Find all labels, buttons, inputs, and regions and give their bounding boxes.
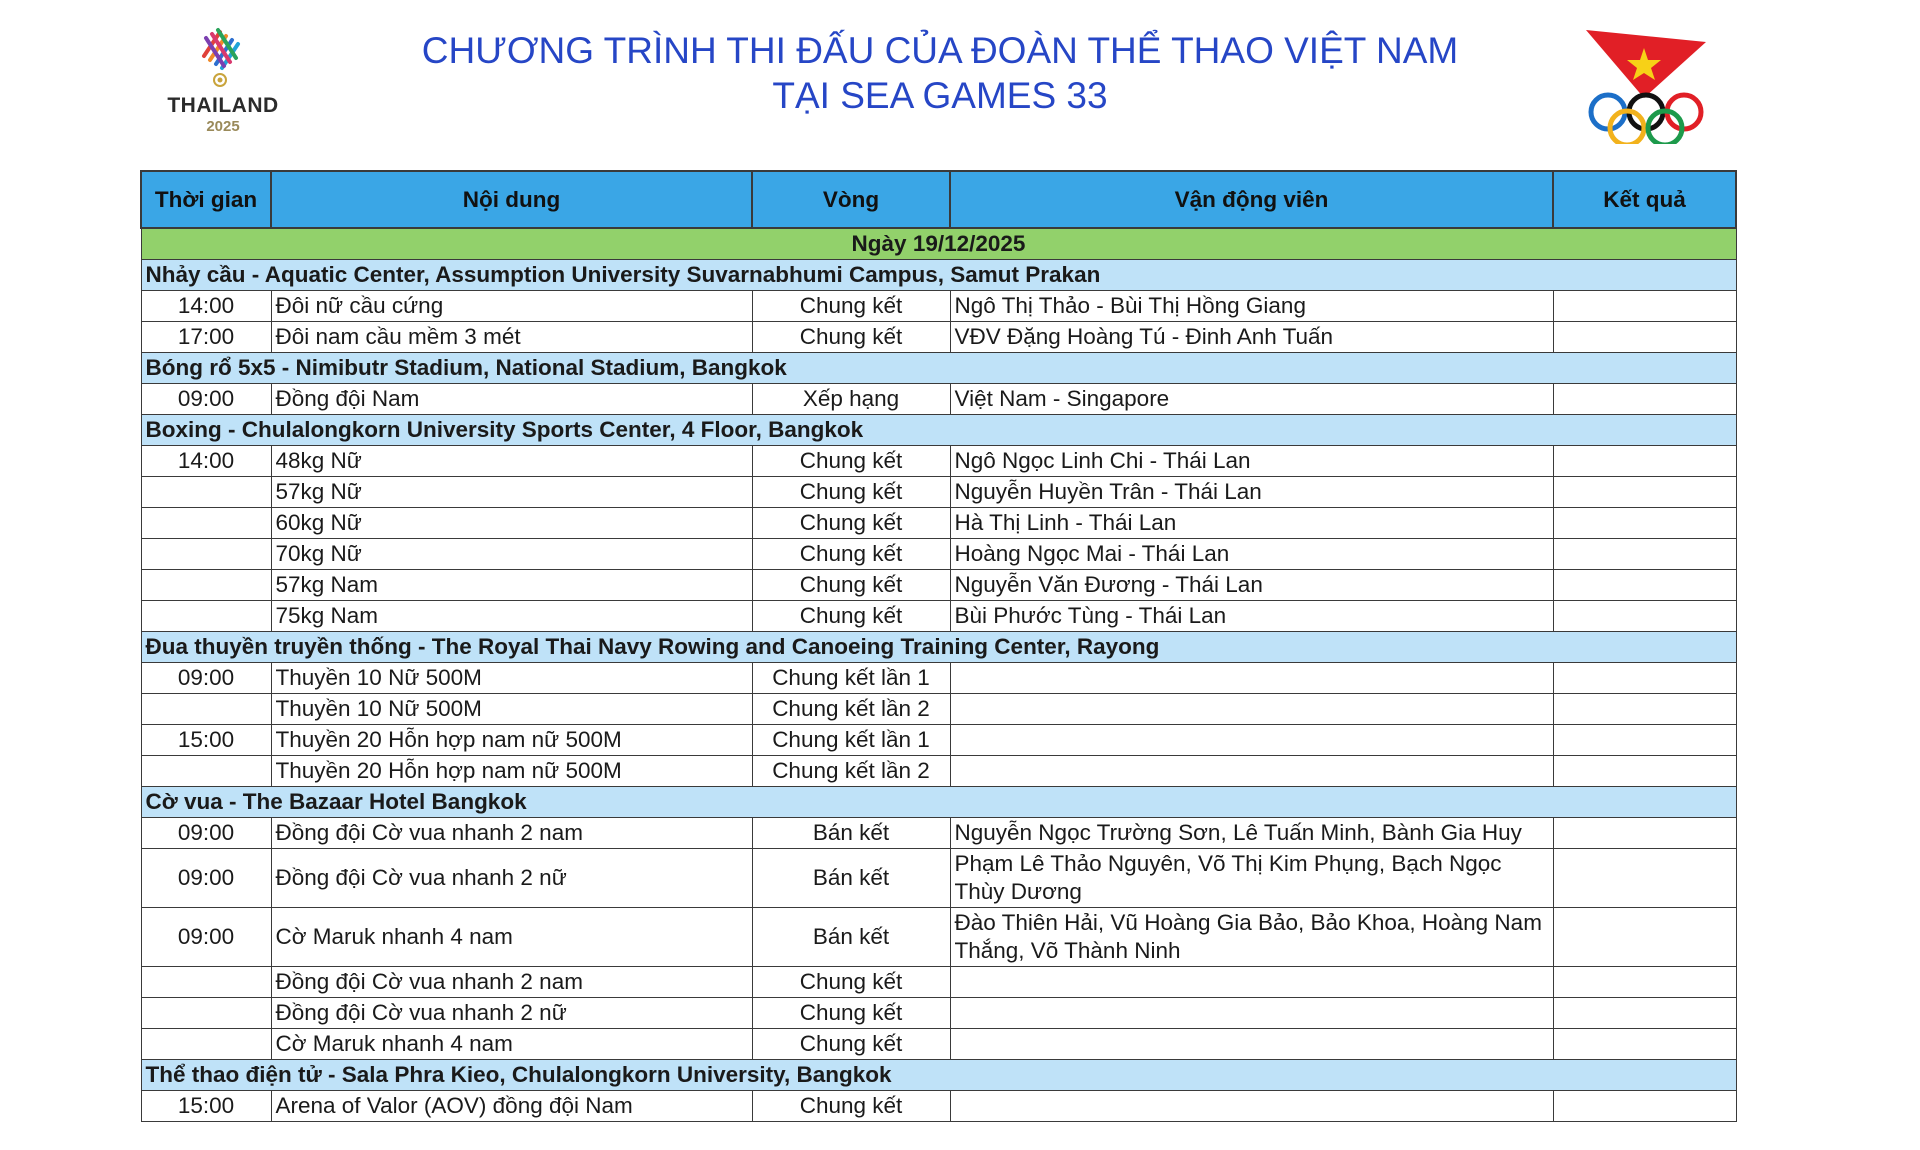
- venue-label: Nhảy cầu - Aquatic Center, Assumption University Suvarnabhumi Campus, Samut Prakan: [141, 260, 1736, 291]
- olympic-rings-flag-icon: [1584, 28, 1714, 144]
- event-result: [1553, 446, 1736, 477]
- event-name: Đồng đội Nam: [271, 384, 752, 415]
- table-row: [141, 725, 1736, 756]
- column-header-event: Nội dung: [271, 171, 752, 228]
- event-time: [141, 967, 271, 998]
- event-result: [1553, 601, 1736, 632]
- event-athletes: Hoàng Ngọc Mai - Thái Lan: [950, 539, 1553, 570]
- event-round: Chung kết: [752, 322, 950, 353]
- title-line-1: CHƯƠNG TRÌNH THI ĐẤU CỦA ĐOÀN THỂ THAO VIỆT NAM: [421, 30, 1459, 71]
- sea-games-emblem-icon: [198, 26, 248, 88]
- event-athletes: [950, 1091, 1553, 1122]
- column-header-round: Vòng: [752, 171, 950, 228]
- event-athletes: Phạm Lê Thảo Nguyên, Võ Thị Kim Phụng, Bạch Ngọc Thùy Dương: [950, 849, 1553, 908]
- column-header-time: Thời gian: [141, 171, 271, 228]
- event-time: [141, 694, 271, 725]
- event-name: Đôi nam cầu mềm 3 mét: [271, 322, 752, 353]
- event-time: [141, 756, 271, 787]
- event-athletes: Việt Nam - Singapore: [950, 384, 1553, 415]
- venue-row: [141, 415, 1736, 446]
- event-time: 09:00: [141, 908, 271, 967]
- event-time: 14:00: [141, 291, 271, 322]
- schedule-table: [140, 170, 1737, 1122]
- event-result: [1553, 967, 1736, 998]
- event-result: [1553, 849, 1736, 908]
- event-name: Arena of Valor (AOV) đồng đội Nam: [271, 1091, 752, 1122]
- venue-row: [141, 632, 1736, 663]
- event-round: Chung kết: [752, 446, 950, 477]
- event-result: [1553, 694, 1736, 725]
- event-result: [1553, 756, 1736, 787]
- event-time: 17:00: [141, 322, 271, 353]
- event-round: Xếp hạng: [752, 384, 950, 415]
- event-round: Chung kết: [752, 1091, 950, 1122]
- table-row: [141, 694, 1736, 725]
- event-round: Chung kết: [752, 601, 950, 632]
- event-round: Chung kết lần 1: [752, 725, 950, 756]
- venue-label: Đua thuyền truyền thống - The Royal Thai Navy Rowing and Canoeing Training Center, Rayong: [141, 632, 1736, 663]
- event-name: Đồng đội Cờ vua nhanh 2 nam: [271, 967, 752, 998]
- event-athletes: [950, 1029, 1553, 1060]
- event-time: 14:00: [141, 446, 271, 477]
- venue-label: Cờ vua - The Bazaar Hotel Bangkok: [141, 787, 1736, 818]
- event-name: Đồng đội Cờ vua nhanh 2 nữ: [271, 998, 752, 1029]
- table-row: [141, 967, 1736, 998]
- event-round: Chung kết: [752, 508, 950, 539]
- table-row: [141, 508, 1736, 539]
- event-name: Đồng đội Cờ vua nhanh 2 nữ: [271, 849, 752, 908]
- event-athletes: Bùi Phước Tùng - Thái Lan: [950, 601, 1553, 632]
- table-row: [141, 446, 1736, 477]
- event-result: [1553, 570, 1736, 601]
- table-row: [141, 998, 1736, 1029]
- event-athletes: Ngô Thị Thảo - Bùi Thị Hồng Giang: [950, 291, 1553, 322]
- table-row: [141, 756, 1736, 787]
- page-title: [380, 28, 1500, 118]
- event-time: 09:00: [141, 818, 271, 849]
- event-round: Bán kết: [752, 818, 950, 849]
- event-round: Chung kết: [752, 291, 950, 322]
- event-athletes: [950, 967, 1553, 998]
- event-result: [1553, 477, 1736, 508]
- event-time: [141, 998, 271, 1029]
- event-result: [1553, 508, 1736, 539]
- venue-row: [141, 353, 1736, 384]
- venue-row: [141, 1060, 1736, 1091]
- event-athletes: Nguyễn Văn Đương - Thái Lan: [950, 570, 1553, 601]
- venue-label: Boxing - Chulalongkorn University Sports Center, 4 Floor, Bangkok: [141, 415, 1736, 446]
- event-name: Cờ Maruk nhanh 4 nam: [271, 908, 752, 967]
- event-name: 57kg Nữ: [271, 477, 752, 508]
- event-result: [1553, 725, 1736, 756]
- event-name: 70kg Nữ: [271, 539, 752, 570]
- table-row: [141, 818, 1736, 849]
- event-time: [141, 601, 271, 632]
- table-row: [141, 322, 1736, 353]
- event-time: [141, 1029, 271, 1060]
- table-row: [141, 384, 1736, 415]
- event-time: [141, 539, 271, 570]
- event-athletes: [950, 663, 1553, 694]
- event-name: 60kg Nữ: [271, 508, 752, 539]
- event-result: [1553, 998, 1736, 1029]
- event-result: [1553, 291, 1736, 322]
- event-name: 75kg Nam: [271, 601, 752, 632]
- event-round: Chung kết: [752, 1029, 950, 1060]
- event-time: 09:00: [141, 849, 271, 908]
- table-row: [141, 908, 1736, 967]
- event-time: 09:00: [141, 384, 271, 415]
- event-result: [1553, 322, 1736, 353]
- event-round: Chung kết: [752, 570, 950, 601]
- event-round: Chung kết: [752, 967, 950, 998]
- event-name: Cờ Maruk nhanh 4 nam: [271, 1029, 752, 1060]
- event-round: Chung kết lần 1: [752, 663, 950, 694]
- event-time: [141, 477, 271, 508]
- event-result: [1553, 663, 1736, 694]
- event-name: 57kg Nam: [271, 570, 752, 601]
- vietnam-olympic-logo: [1584, 28, 1714, 144]
- table-row: [141, 477, 1736, 508]
- venue-row: [141, 260, 1736, 291]
- event-athletes: [950, 725, 1553, 756]
- column-header-result: Kết quả: [1553, 171, 1736, 228]
- event-result: [1553, 539, 1736, 570]
- table-row: [141, 849, 1736, 908]
- event-name: Thuyền 10 Nữ 500M: [271, 694, 752, 725]
- table-row: [141, 1091, 1736, 1122]
- event-athletes: Đào Thiên Hải, Vũ Hoàng Gia Bảo, Bảo Khoa, Hoàng Nam Thắng, Võ Thành Ninh: [950, 908, 1553, 967]
- event-time: 09:00: [141, 663, 271, 694]
- event-name: Thuyền 10 Nữ 500M: [271, 663, 752, 694]
- event-result: [1553, 384, 1736, 415]
- event-round: Chung kết: [752, 477, 950, 508]
- venue-row: [141, 787, 1736, 818]
- event-athletes: Ngô Ngọc Linh Chi - Thái Lan: [950, 446, 1553, 477]
- table-row: [141, 1029, 1736, 1060]
- event-athletes: VĐV Đặng Hoàng Tú - Đinh Anh Tuấn: [950, 322, 1553, 353]
- venue-label: Bóng rổ 5x5 - Nimibutr Stadium, National Stadium, Bangkok: [141, 353, 1736, 384]
- event-athletes: Hà Thị Linh - Thái Lan: [950, 508, 1553, 539]
- event-time: [141, 508, 271, 539]
- sea-games-logo: [160, 22, 286, 140]
- table-row: [141, 291, 1736, 322]
- event-time: [141, 570, 271, 601]
- event-athletes: [950, 756, 1553, 787]
- event-round: Chung kết: [752, 539, 950, 570]
- logo-left-text: THAILAND: [167, 94, 279, 117]
- event-round: Chung kết: [752, 998, 950, 1029]
- date-row: [141, 228, 1736, 260]
- event-round: Bán kết: [752, 849, 950, 908]
- column-header-athletes: Vận động viên: [950, 171, 1553, 228]
- table-row: [141, 570, 1736, 601]
- table-header-row: [141, 171, 1736, 228]
- event-name: Thuyền 20 Hỗn hợp nam nữ 500M: [271, 725, 752, 756]
- event-time: 15:00: [141, 725, 271, 756]
- event-athletes: Nguyễn Ngọc Trường Sơn, Lê Tuấn Minh, Bành Gia Huy: [950, 818, 1553, 849]
- event-time: 15:00: [141, 1091, 271, 1122]
- event-round: Chung kết lần 2: [752, 694, 950, 725]
- date-label: Ngày 19/12/2025: [141, 228, 1736, 260]
- event-name: Thuyền 20 Hỗn hợp nam nữ 500M: [271, 756, 752, 787]
- event-result: [1553, 818, 1736, 849]
- table-row: [141, 601, 1736, 632]
- event-result: [1553, 1091, 1736, 1122]
- table-row: [141, 539, 1736, 570]
- event-result: [1553, 908, 1736, 967]
- event-name: 48kg Nữ: [271, 446, 752, 477]
- logo-left-year: 2025: [206, 118, 240, 135]
- event-result: [1553, 1029, 1736, 1060]
- event-round: Chung kết lần 2: [752, 756, 950, 787]
- title-line-2: TẠI SEA GAMES 33: [772, 75, 1108, 116]
- event-athletes: [950, 694, 1553, 725]
- event-round: Bán kết: [752, 908, 950, 967]
- event-name: Đồng đội Cờ vua nhanh 2 nam: [271, 818, 752, 849]
- table-row: [141, 663, 1736, 694]
- event-name: Đôi nữ cầu cứng: [271, 291, 752, 322]
- venue-label: Thể thao điện tử - Sala Phra Kieo, Chulalongkorn University, Bangkok: [141, 1060, 1736, 1091]
- event-athletes: [950, 998, 1553, 1029]
- event-athletes: Nguyễn Huyền Trân - Thái Lan: [950, 477, 1553, 508]
